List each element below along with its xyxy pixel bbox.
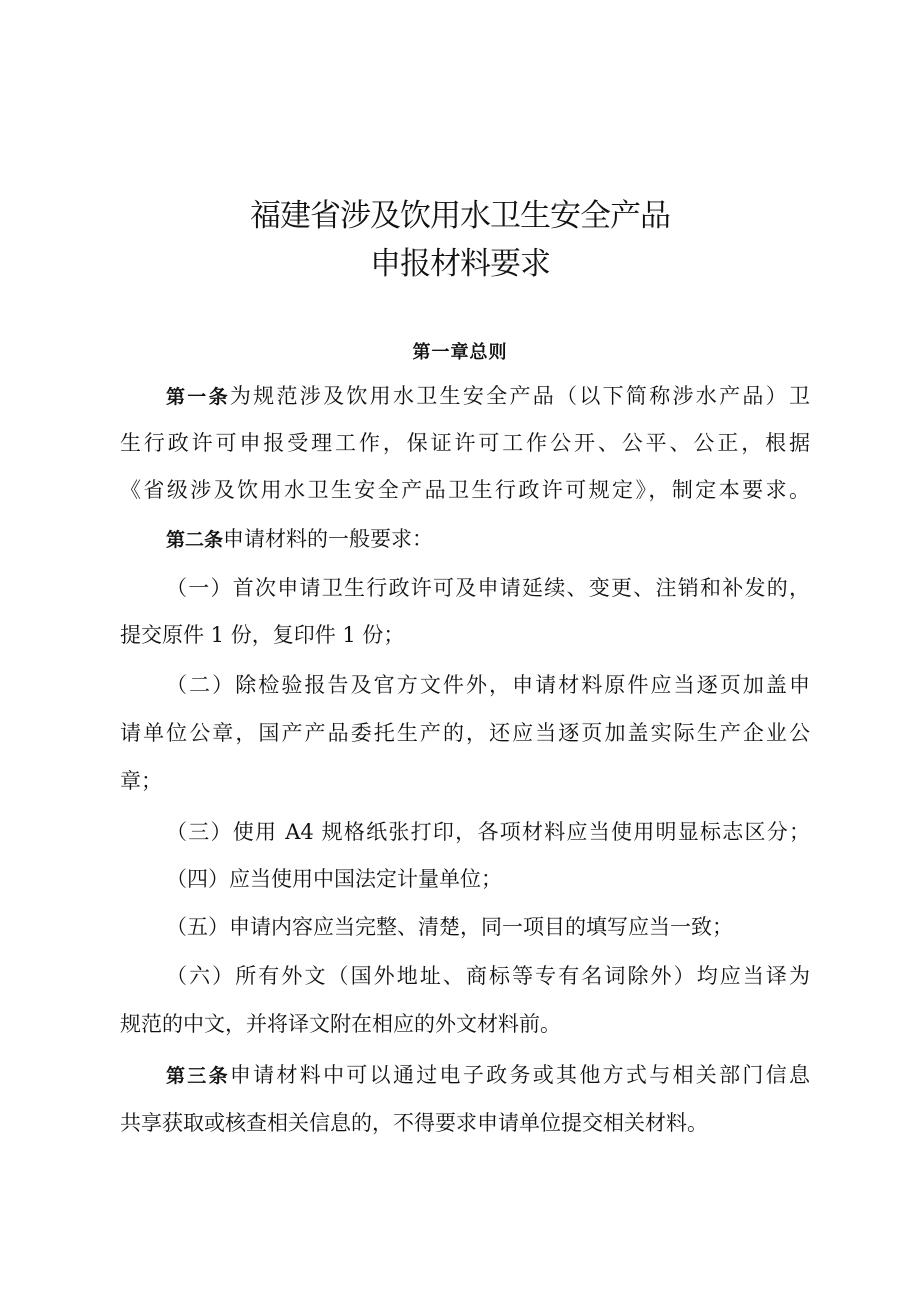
article2-item2-line3: 章； — [120, 769, 162, 793]
article1-text-line1: 为规范涉及饮用水卫生安全产品（以下简称涉水产品）卫 — [229, 384, 810, 408]
article2-item2-line1: （二）除检验报告及官方文件外，申请材料原件应当逐页加盖申 — [166, 673, 810, 697]
article2-item6-line2: 规范的中文，并将译文附在相应的外文材料前。 — [120, 1012, 561, 1036]
article2-item1-line2: 提交原件 1 份，复印件 1 份； — [120, 623, 405, 647]
article1-line1 — [166, 379, 810, 413]
article3-line1 — [166, 1058, 810, 1092]
article2-intro: 申请材料的一般要求： — [223, 527, 434, 551]
document-title-line1: 福建省涉及饮用水卫生安全产品 — [250, 198, 670, 234]
article2-item5: （五）申请内容应当完整、清楚，同一项目的填写应当一致； — [166, 915, 733, 939]
article2-label: 第二条 — [166, 529, 224, 551]
article2-item3: （三）使用 A4 规格纸张打印，各项材料应当使用明显标志区分； — [166, 820, 810, 844]
article1-text-line3: 《省级涉及饮用水卫生安全产品卫生行政许可规定》，制定本要求。 — [120, 478, 810, 502]
article2-item1-line1: （一）首次申请卫生行政许可及申请延续、变更、注销和补发的， — [166, 576, 810, 600]
chapter-heading: 第一章总则 — [412, 342, 508, 363]
article1-label: 第一条 — [166, 386, 230, 408]
article2-item6-line1: （六）所有外文（国外地址、商标等专有名词除外）均应当译为 — [166, 964, 810, 988]
article2-item2-line2: 请单位公章，国产产品委托生产的，还应当逐页加盖实际生产企业公 — [120, 721, 810, 745]
article1-text-line2: 生行政许可申报受理工作，保证许可工作公开、公平、公正，根据 — [120, 431, 810, 455]
document-title-line2: 申报材料要求 — [370, 246, 550, 282]
article3-label: 第三条 — [166, 1065, 230, 1087]
article2-item4: （四）应当使用中国法定计量单位； — [166, 867, 502, 891]
article2-line1 — [166, 522, 810, 556]
article3-text-line1: 申请材料中可以通过电子政务或其他方式与相关部门信息 — [229, 1063, 810, 1087]
article3-text-line2: 共享获取或核查相关信息的，不得要求申请单位提交相关材料。 — [120, 1111, 708, 1135]
